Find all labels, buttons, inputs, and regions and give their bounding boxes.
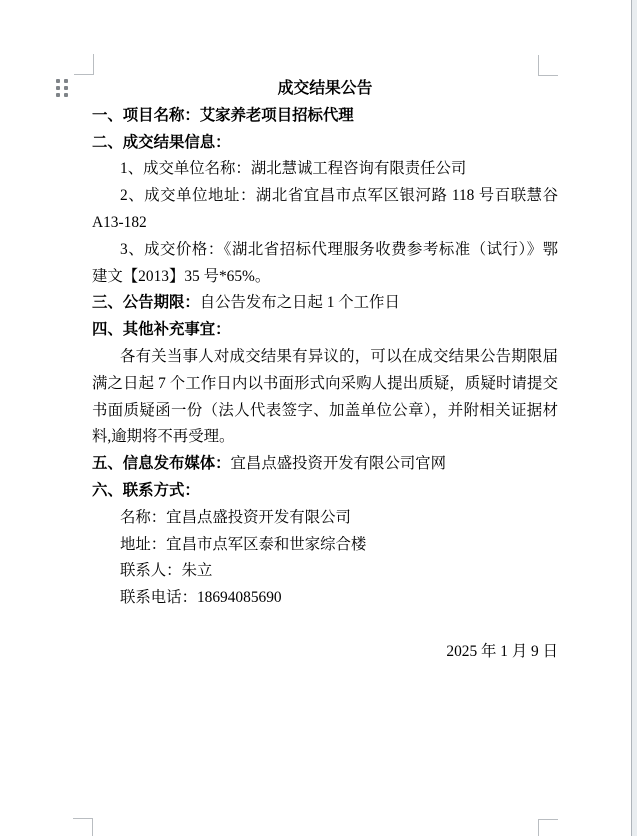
section-contact-heading: 六、联系方式： [92, 481, 200, 499]
margin-mark-top-right-icon [538, 55, 558, 76]
drag-handle-dot [64, 79, 68, 83]
supplementary-body: 各有关当事人对成交结果有异议的，可以在成交结果公告期限届满之日起 7 个工作日内以书面形式向采购人提出质疑，质疑时请提交书面质疑函一份（法人代表签字、加盖单位公章），并附相关证据材料,逾期将不再受理。 [92, 347, 558, 446]
contact-name: 名称：宜昌点盛投资开发有限公司 [120, 508, 351, 526]
margin-mark-bottom-left-icon [73, 818, 93, 836]
section-project-name-heading: 一、项目名称：艾家养老项目招标代理 [92, 106, 354, 124]
contact-person: 联系人：朱立 [120, 562, 213, 580]
media-label: 五、信息发布媒体： [92, 455, 231, 473]
contact-phone: 联系电话：18694085690 [120, 589, 282, 607]
announcement-period-value: 自公告发布之日起 1 个工作日 [199, 294, 400, 312]
margin-mark-top-left-icon [74, 54, 94, 75]
drag-handle-dot [56, 79, 60, 83]
section-announcement-period [92, 290, 558, 317]
contact-address: 地址：宜昌市点军区泰和世家综合楼 [120, 535, 367, 553]
drag-handle-dot [64, 86, 68, 90]
drag-handle-icon[interactable] [56, 79, 68, 97]
result-info-item-3: 3、成交价格：《湖北省招标代理服务收费参考标准（试行）》鄂建文【2013】35 号*65%。 [92, 240, 558, 285]
doc-date: 2025 年 1 月 9 日 [446, 642, 558, 660]
section-supplementary-heading: 四、其他补充事宜： [92, 321, 231, 339]
drag-handle-dot [64, 93, 68, 97]
margin-mark-bottom-right-icon [538, 819, 558, 836]
result-info-item-1: 1、成交单位名称：湖北慧诚工程咨询有限责任公司 [120, 160, 467, 178]
page-right-gutter [631, 0, 637, 836]
result-info-item-2: 2、成交单位地址：湖北省宜昌市点军区银河路 118 号百联慧谷 A13-182 [92, 187, 558, 231]
section-media [92, 451, 558, 478]
drag-handle-dot [56, 93, 60, 97]
section-result-info-heading: 二、成交结果信息： [92, 133, 231, 151]
drag-handle-dot [56, 86, 60, 90]
document-content [92, 76, 558, 666]
media-value: 宜昌点盛投资开发有限公司官网 [230, 455, 447, 473]
announcement-period-label: 三、公告期限： [92, 294, 200, 312]
doc-title: 成交结果公告 [277, 80, 373, 97]
